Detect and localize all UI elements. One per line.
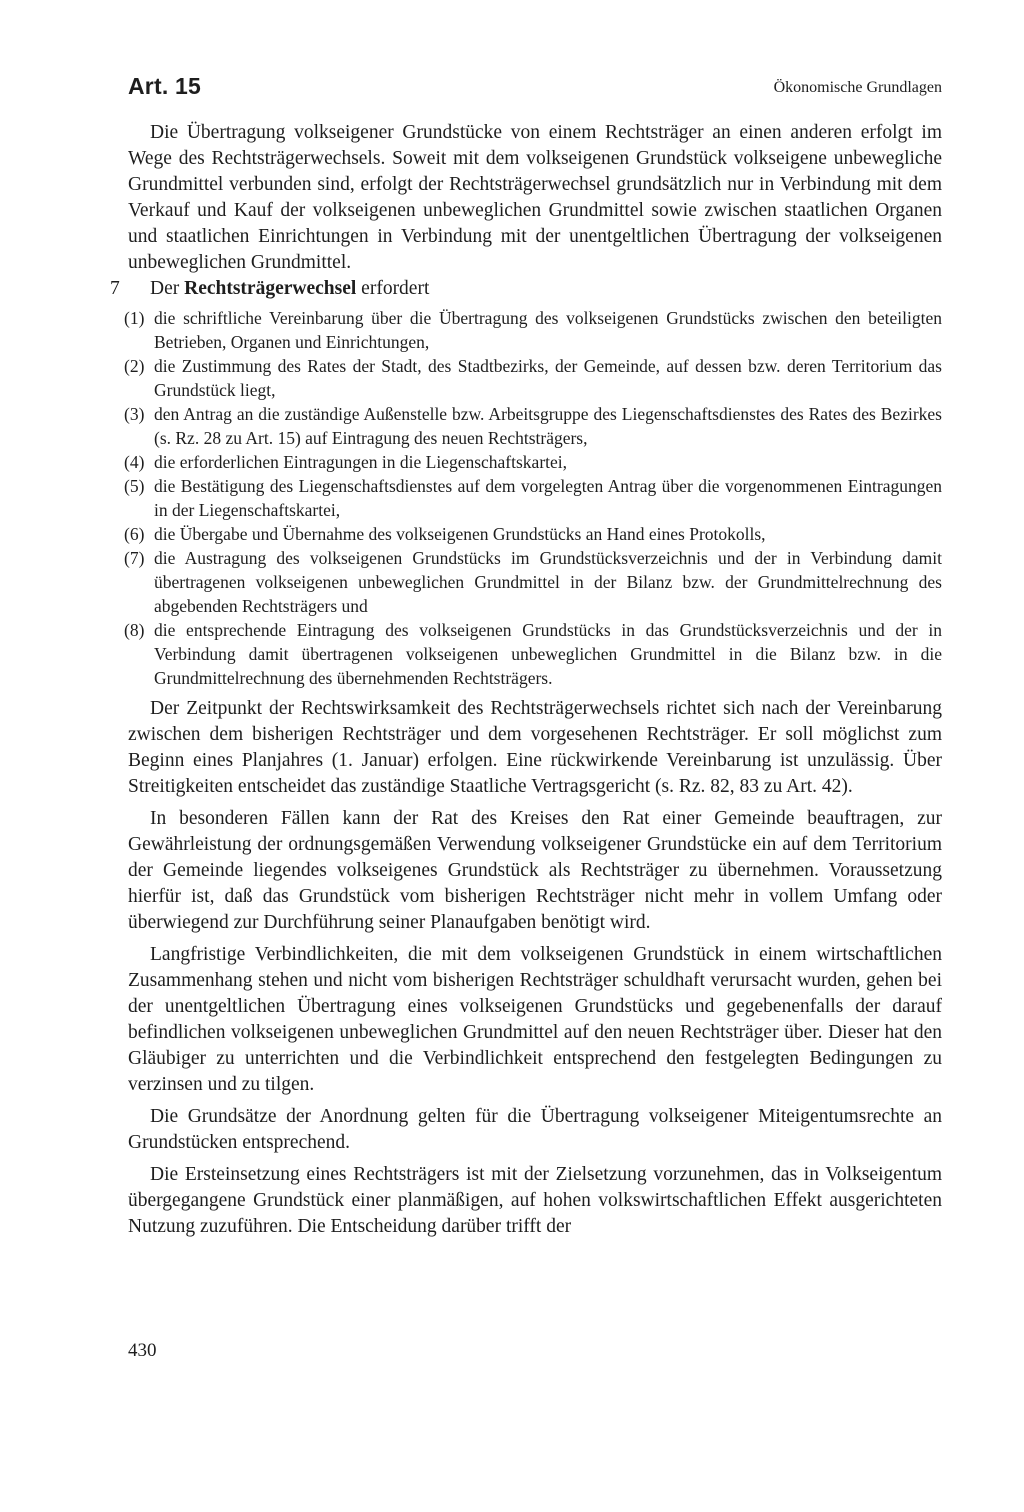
list-item-text: die erforderlichen Eintragungen in die Liegenschaftskartei, (154, 452, 568, 472)
running-title: Ökonomische Grundlagen (773, 79, 942, 96)
article-label: Art. 15 (128, 73, 201, 99)
requirements-list (124, 306, 942, 690)
list-item (124, 306, 942, 354)
intro-paragraph: Die Übertragung volkseigener Grundstücke von einem Rechtsträger an einen anderen erfolgt im Wege des Rechtsträgerwechsels. Soweit mit dem volkseigenen Grundstück volkseigene unbewegliche Grundmittel verbunden sind, erfolgt der Rechtsträgerwechsel grundsätzlich nur in Verbindung mit dem Verkauf und Kauf der volkseigenen unbeweglichen Grundmittel sowie zwischen staatlichen Organen und staatlichen Einrichtungen in Verbindung mit der unentgeltlichen Übertragung der volkseigenen unbeweglichen Grundmittel. (128, 122, 942, 273)
list-item (124, 402, 942, 450)
list-item (124, 546, 942, 618)
list-item-number: (1) (124, 308, 145, 328)
list-item-text: die Bestätigung des Liegenschaftsdienstes auf dem vorgelegten Antrag über die vorgenommenen Eintragungen in der Liegenschaftskartei, (154, 476, 942, 520)
list-item-text: die schriftliche Vereinbarung über die Übertragung des volkseigenen Grundstücks zwischen den beteiligten Betrieben, Organen und Einrichtungen, (154, 308, 942, 352)
list-item (124, 522, 942, 546)
page-header (128, 73, 942, 103)
lead-suffix: erfordert (356, 278, 430, 299)
list-item (124, 618, 942, 690)
paragraph-special-cases: In besonderen Fällen kann der Rat des Kreises den Rat einer Gemeinde beauftragen, zur Gewährleistung der ordnungsgemäßen Verwendung volkseigener Grundstücke ein auf dem Territorium der Gemeinde liegendes volkseigenes Grundstück als Rechtsträger zu übernehmen. Voraussetzung hierfür ist, daß das Grundstück vom bisherigen Rechtsträger nicht mehr in vollem Umfang oder überwiegend zur Durchführung seiner Planaufgaben benötigt wird. (128, 808, 942, 933)
list-item-number: (6) (124, 524, 145, 544)
list-item-number: (7) (124, 548, 145, 568)
paragraph-liabilities: Langfristige Verbindlichkeiten, die mit dem volkseigenen Grundstück in einem wirtschaftlichen Zusammenhang stehen und nicht vom bisherigen Rechtsträger schuldhaft verursacht wurden, gehen bei der unentgeltlichen Übertragung eines volkseigenen Grundstücks und gegebenenfalls der darauf befindlichen volkseigenen unbeweglichen Grundmittel auf den neuen Rechtsträger über. Dieser hat den Gläubiger zu unterrichten und die Verbindlichkeit entsprechend den festgelegten Bedingungen zu verzinsen und zu tilgen. (128, 944, 942, 1095)
list-item-number: (2) (124, 356, 145, 376)
paragraph-effective-date: Der Zeitpunkt der Rechtswirksamkeit des Rechtsträgerwechsels richtet sich nach der Vereinbarung zwischen dem bisherigen Rechtsträger und dem vorgesehenen Rechtsträger. Er soll möglichst zum Beginn eines Planjahres (1. Januar) erfolgen. Eine rückwirkende Vereinbarung ist unzulässig. Über Streitigkeiten entscheidet das zuständige Staatliche Vertragsgericht (s. Rz. 82, 83 zu Art. 42). (128, 698, 942, 797)
list-item-text: die entsprechende Eintragung des volkseigenen Grundstücks in das Grundstücksverzeichnis und der in Verbindung damit übertragenen volkseigenen unbeweglichen Grundmittel in die Bilanz bzw. in die Grundmittelrechnung des übernehmenden Rechtsträgers. (154, 620, 942, 688)
list-item-number: (8) (124, 620, 145, 640)
list-item-number: (4) (124, 452, 145, 472)
list-item-number: (3) (124, 404, 145, 424)
list-item-text: die Austragung des volkseigenen Grundstücks im Grundstücksverzeichnis und der in Verbindung damit übertragenen volkseigenen unbeweglichen Grundmittel in der Bilanz bzw. der Grundmittelrechnung des abgebenden Rechtsträgers und (154, 548, 942, 616)
lead-keyword: Rechtsträgerwechsel (184, 278, 357, 299)
list-item (124, 474, 942, 522)
body-text (110, 120, 942, 1240)
page-number: 430 (128, 1340, 157, 1361)
list-item-text: den Antrag an die zuständige Außenstelle bzw. Arbeitsgruppe des Liegenschaftsdienstes des Rates des Bezirkes (s. Rz. 28 zu Art. 15) auf Eintragung des neuen Rechtsträgers, (154, 404, 942, 448)
list-item-text: die Übergabe und Übernahme des volkseigenen Grundstücks an Hand eines Protokolls, (154, 524, 766, 544)
margin-number: 7 (110, 278, 120, 299)
paragraph-co-ownership: Die Grundsätze der Anordnung gelten für die Übertragung volkseigener Miteigentumsrechte an Grundstücken entsprechend. (128, 1106, 942, 1153)
paragraph-first-appointment: Die Ersteinsetzung eines Rechtsträgers ist mit der Zielsetzung vorzunehmen, das in Volkseigentum übergegangene Grundstück einer planmäßigen, auf hohen volkswirtschaftlichen Effekt ausgerichteten Nutzung zuzuführen. Die Entscheidung darüber trifft der (128, 1164, 942, 1237)
list-item (124, 450, 942, 474)
list-item (124, 354, 942, 402)
list-item-text: die Zustimmung des Rates der Stadt, des Stadtbezirks, der Gemeinde, auf dessen bzw. deren Territorium das Grundstück liegt, (154, 356, 942, 400)
lead-prefix: Der (150, 278, 185, 299)
section-lead (110, 276, 942, 302)
list-item-number: (5) (124, 476, 145, 496)
